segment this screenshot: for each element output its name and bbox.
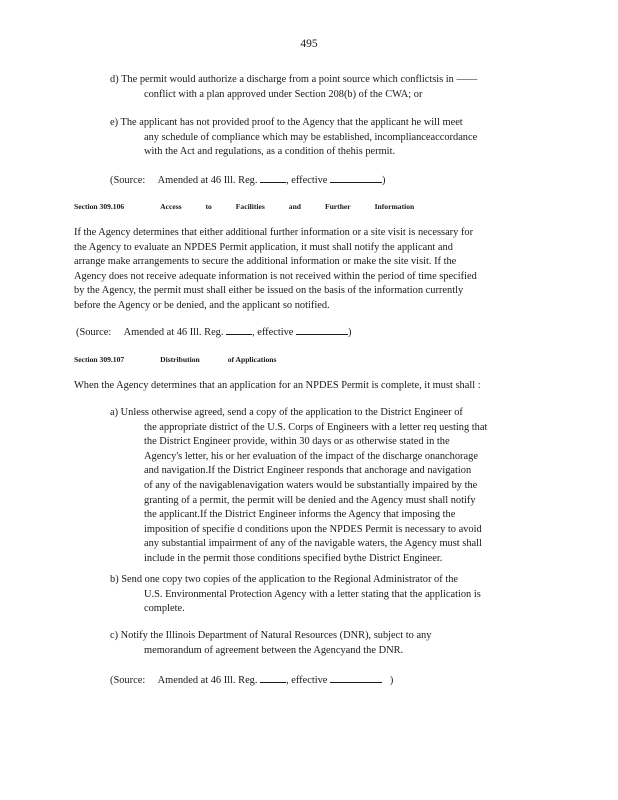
blank-reg-number bbox=[260, 672, 286, 683]
blank-reg-number bbox=[260, 172, 286, 183]
section-heading-107 bbox=[74, 355, 276, 364]
source-effective: , effective bbox=[286, 175, 328, 186]
item-b-line-2: U.S. Environmental Protection Agency with a letter stating that the application is bbox=[144, 588, 481, 600]
item-a-line-11: include in the permit those conditions specified bythe District Engineer. bbox=[144, 552, 443, 564]
para-106-line-4: Agency does not receive adequate information is not received within the period of time specified bbox=[74, 270, 477, 282]
heading-word: Further bbox=[324, 202, 351, 211]
source-amended: Amended at 46 Ill. Reg. bbox=[123, 327, 224, 338]
section-heading-106 bbox=[74, 202, 414, 211]
source-note-3 bbox=[110, 672, 393, 686]
para-106-line-5: by the Agency, the permit must shall either be issued on the basis of the information currently bbox=[74, 285, 464, 297]
source-close: ) bbox=[389, 675, 394, 686]
item-e-line-3: with the Act and regulations, as a condition of thehis permit. bbox=[144, 146, 396, 158]
item-a-line-9: imposition of specifie d conditions upon the NPDES Permit is necessary to avoid bbox=[144, 523, 482, 535]
item-d-line-1: d) The permit would authorize a discharge from a point source which conflictsis in —— bbox=[110, 74, 478, 85]
item-a-line-6: of any of the navigablenavigation waters would be substantially impaired by the bbox=[144, 479, 478, 491]
item-d-line-2: conflict with a plan approved under Section 208(b) of the CWA; or bbox=[144, 88, 423, 100]
item-a-line-5: and navigation.If the District Engineer responds that anchorage and navigation bbox=[144, 465, 472, 477]
blank-effective-date bbox=[330, 172, 382, 183]
heading-word: Distribution bbox=[160, 355, 200, 364]
section-107-paragraph bbox=[74, 379, 544, 394]
item-a-line-2: the appropriate district of the U.S. Corps of Engineers with a letter req uesting that bbox=[144, 421, 488, 433]
item-c-line-2: memorandum of agreement between the Agencyand the DNR. bbox=[144, 644, 404, 656]
item-a-line-1: a) Unless otherwise agreed, send a copy of the application to the District Engineer of bbox=[110, 407, 463, 418]
heading-word: and bbox=[288, 202, 302, 211]
source-close: ) bbox=[382, 175, 386, 186]
source-note-1 bbox=[110, 172, 386, 186]
item-a-line-8: the applicant.If the District Engineer informs the Agency that imposing the bbox=[144, 509, 456, 521]
item-a-line-10: any substantial impairment of any of the navigable waters, the Agency must shall bbox=[144, 538, 482, 550]
page-number: 495 bbox=[300, 38, 318, 50]
item-e bbox=[110, 116, 550, 160]
source-label: (Source: bbox=[110, 175, 146, 186]
para-107-line: When the Agency determines that an application for an NPDES Permit is complete, it must shall : bbox=[74, 380, 481, 391]
para-106-line-6: before the Agency or be denied, and the applicant so notified. bbox=[74, 299, 330, 311]
section-number: Section 309.106 bbox=[74, 202, 125, 211]
blank-effective-date bbox=[296, 324, 348, 335]
heading-word: of Applications bbox=[227, 355, 277, 364]
item-b bbox=[110, 573, 550, 617]
blank-effective-date bbox=[330, 672, 382, 683]
source-label: (Source: bbox=[110, 675, 146, 686]
source-close: ) bbox=[348, 327, 352, 338]
item-a-line-4: Agency's letter, his or her evaluation of the impact of the discharge onanchorage bbox=[144, 450, 478, 462]
para-106-line-2: the Agency to evaluate an NPDES Permit application, it must shall notify the applicant and bbox=[74, 241, 453, 253]
item-c-line-1: c) Notify the Illinois Department of Natural Resources (DNR), subject to any bbox=[110, 630, 432, 641]
heading-word: Facilities bbox=[235, 202, 265, 211]
item-e-line-1: e) The applicant has not provided proof to the Agency that the applicant he will meet bbox=[110, 117, 463, 128]
source-label: (Source: bbox=[76, 327, 112, 338]
para-106-line-3: arrange make arrangements to secure the additional information or make the site visit. If the bbox=[74, 256, 457, 268]
source-effective: , effective bbox=[252, 327, 294, 338]
item-c bbox=[110, 629, 550, 658]
heading-word: Information bbox=[374, 202, 415, 211]
heading-word: Access bbox=[160, 202, 182, 211]
section-106-paragraph bbox=[74, 226, 544, 314]
para-106-line-1: If the Agency determines that either additional further information or a site visit is necessary for bbox=[74, 227, 474, 238]
item-b-line-3: complete. bbox=[144, 603, 185, 615]
source-effective: , effective bbox=[286, 675, 328, 686]
blank-reg-number bbox=[226, 324, 252, 335]
item-a-line-3: the District Engineer provide, within 30 days or as otherwise stated in the bbox=[144, 436, 450, 448]
item-e-line-2: any schedule of compliance which may be established, incomplianceaccordance bbox=[144, 131, 478, 143]
section-number: Section 309.107 bbox=[74, 355, 125, 364]
item-d bbox=[110, 73, 550, 102]
source-amended: Amended at 46 Ill. Reg. bbox=[157, 675, 258, 686]
source-amended: Amended at 46 Ill. Reg. bbox=[157, 175, 258, 186]
item-a bbox=[110, 406, 550, 567]
item-b-line-1: b) Send one copy two copies of the application to the Regional Administrator of the bbox=[110, 574, 459, 585]
item-a-line-7: granting of a permit, the permit will be denied and the Agency must shall notify bbox=[144, 494, 476, 506]
heading-word: to bbox=[205, 202, 212, 211]
source-note-2 bbox=[76, 324, 352, 338]
